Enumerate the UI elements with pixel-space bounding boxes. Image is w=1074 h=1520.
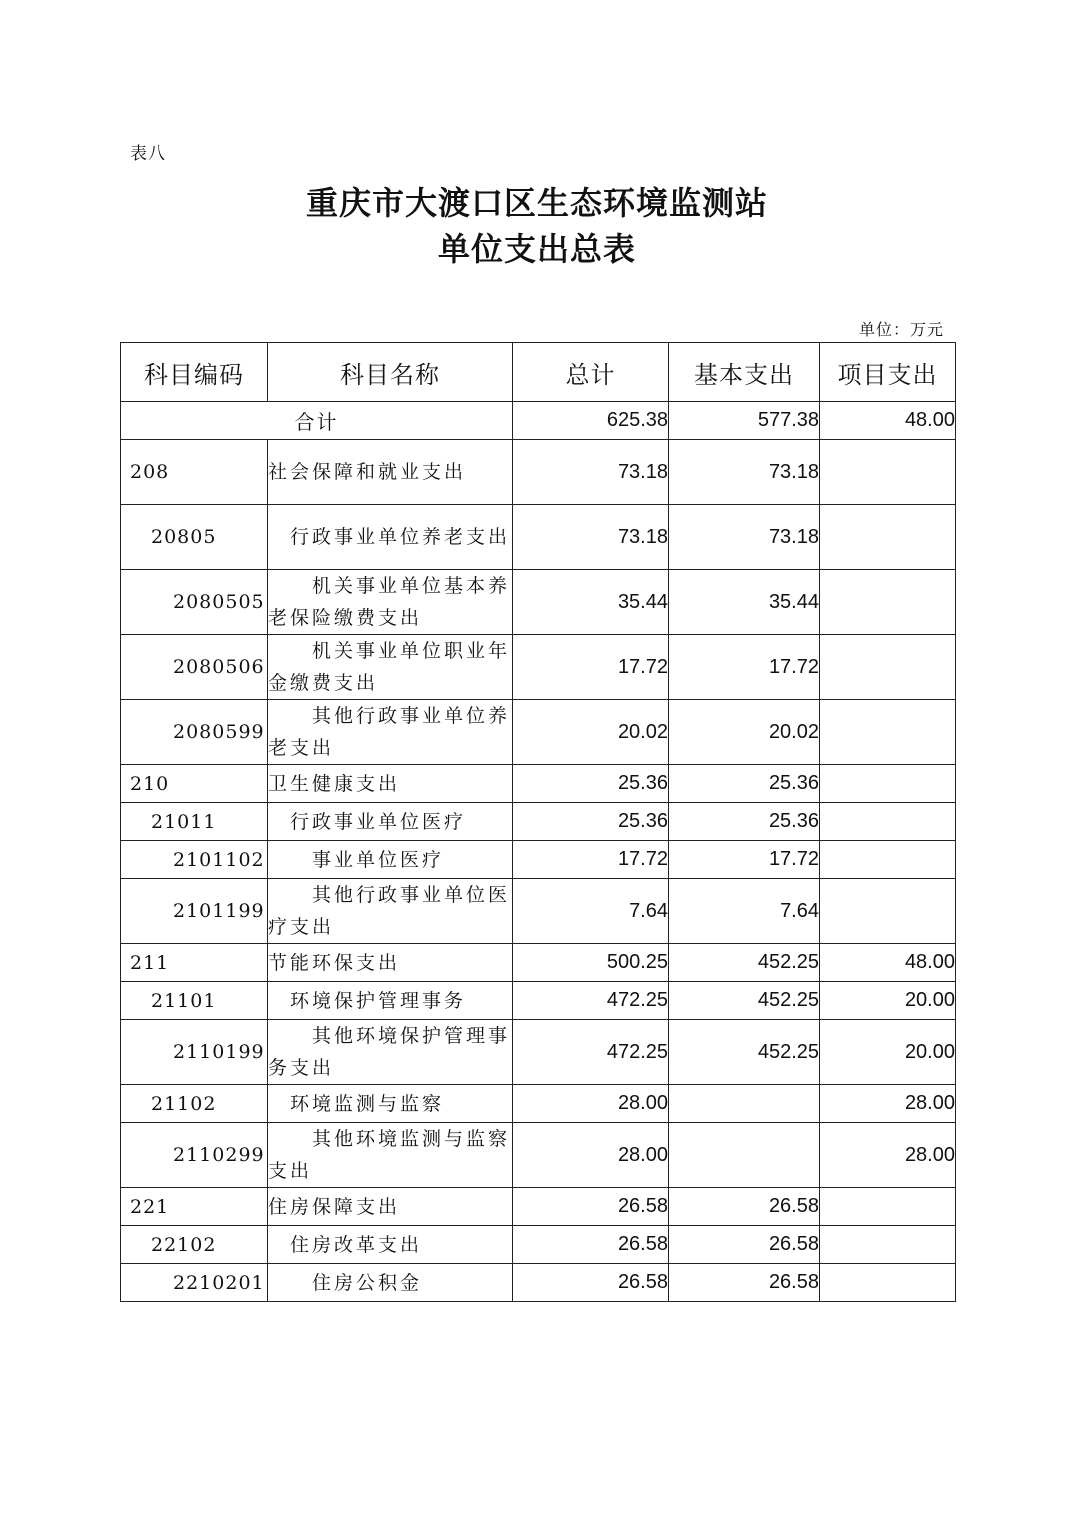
row-total: 17.72 [513,841,669,879]
row-basic: 17.72 [669,841,820,879]
header-name: 科目名称 [268,343,513,402]
row-total: 25.36 [513,803,669,841]
row-code: 22102 [121,1226,268,1264]
row-name: 环境保护管理事务 [268,982,513,1020]
row-name: 住房保障支出 [268,1188,513,1226]
row-project: 28.00 [820,1123,956,1188]
row-name: 机关事业单位职业年金缴费支出 [268,635,513,700]
row-basic: 452.25 [669,1020,820,1085]
table-row [121,635,956,700]
row-total: 25.36 [513,765,669,803]
row-total: 73.18 [513,505,669,570]
row-basic: 26.58 [669,1226,820,1264]
table-row [121,803,956,841]
table-row [121,1123,956,1188]
row-total: 35.44 [513,570,669,635]
row-code: 2080599 [121,700,268,765]
header-row [121,343,956,402]
table-row [121,1264,956,1302]
total-row [121,402,956,440]
table-row [121,1188,956,1226]
total-basic: 577.38 [669,402,820,440]
row-name: 社会保障和就业支出 [268,440,513,505]
table-row [121,1085,956,1123]
row-basic: 452.25 [669,944,820,982]
row-total: 7.64 [513,879,669,944]
table-row [121,700,956,765]
row-basic: 73.18 [669,440,820,505]
row-name: 其他环境监测与监察支出 [268,1123,513,1188]
row-total: 26.58 [513,1188,669,1226]
table-row [121,982,956,1020]
row-code: 20805 [121,505,268,570]
row-code: 21101 [121,982,268,1020]
row-name: 其他行政事业单位医疗支出 [268,879,513,944]
row-project [820,635,956,700]
table-number-label: 表八 [130,144,166,164]
table-row [121,570,956,635]
row-project [820,765,956,803]
row-project [820,440,956,505]
row-code: 2080506 [121,635,268,700]
row-name: 卫生健康支出 [268,765,513,803]
row-name: 其他环境保护管理事务支出 [268,1020,513,1085]
row-basic: 20.02 [669,700,820,765]
row-name: 环境监测与监察 [268,1085,513,1123]
row-code: 210 [121,765,268,803]
row-basic: 7.64 [669,879,820,944]
row-total: 26.58 [513,1264,669,1302]
table-row [121,440,956,505]
row-basic: 25.36 [669,803,820,841]
row-code: 2110199 [121,1020,268,1085]
row-project [820,803,956,841]
row-code: 21011 [121,803,268,841]
row-name: 行政事业单位养老支出 [268,505,513,570]
row-basic: 35.44 [669,570,820,635]
row-name: 行政事业单位医疗 [268,803,513,841]
table-row [121,505,956,570]
title-line-1: 重庆市大渡口区生态环境监测站 [305,184,768,222]
table-row [121,879,956,944]
row-project [820,505,956,570]
row-project [820,1226,956,1264]
total-project: 48.00 [820,402,956,440]
row-code: 2080505 [121,570,268,635]
header-project: 项目支出 [820,343,956,402]
table-row [121,1226,956,1264]
table-row [121,944,956,982]
document-title [0,180,1074,272]
row-code: 208 [121,440,268,505]
header-basic: 基本支出 [669,343,820,402]
row-basic [669,1085,820,1123]
title-line-2: 单位支出总表 [437,230,636,268]
row-code: 2101102 [121,841,268,879]
row-project [820,570,956,635]
row-total: 26.58 [513,1226,669,1264]
table-row [121,765,956,803]
row-code: 21102 [121,1085,268,1123]
row-code: 2110299 [121,1123,268,1188]
row-project [820,841,956,879]
row-basic [669,1123,820,1188]
row-project: 20.00 [820,982,956,1020]
total-sum: 625.38 [513,402,669,440]
row-basic: 17.72 [669,635,820,700]
row-name: 住房公积金 [268,1264,513,1302]
row-total: 472.25 [513,1020,669,1085]
row-code: 2101199 [121,879,268,944]
row-code: 221 [121,1188,268,1226]
header-total: 总计 [513,343,669,402]
row-basic: 73.18 [669,505,820,570]
row-total: 28.00 [513,1123,669,1188]
row-code: 211 [121,944,268,982]
row-name: 节能环保支出 [268,944,513,982]
row-total: 472.25 [513,982,669,1020]
row-project: 20.00 [820,1020,956,1085]
row-project [820,700,956,765]
row-basic: 452.25 [669,982,820,1020]
row-total: 20.02 [513,700,669,765]
row-project [820,1188,956,1226]
row-name: 住房改革支出 [268,1226,513,1264]
expenditure-table [120,342,956,1302]
row-project [820,1264,956,1302]
row-basic: 25.36 [669,765,820,803]
row-project: 48.00 [820,944,956,982]
total-label: 合计 [121,402,513,440]
table-row [121,841,956,879]
row-code: 2210201 [121,1264,268,1302]
row-total: 500.25 [513,944,669,982]
row-project [820,879,956,944]
row-basic: 26.58 [669,1188,820,1226]
row-project: 28.00 [820,1085,956,1123]
unit-label: 单位：万元 [858,320,944,339]
header-code: 科目编码 [121,343,268,402]
row-basic: 26.58 [669,1264,820,1302]
row-total: 73.18 [513,440,669,505]
row-name: 事业单位医疗 [268,841,513,879]
table-row [121,1020,956,1085]
row-name: 其他行政事业单位养老支出 [268,700,513,765]
row-name: 机关事业单位基本养老保险缴费支出 [268,570,513,635]
row-total: 17.72 [513,635,669,700]
row-total: 28.00 [513,1085,669,1123]
